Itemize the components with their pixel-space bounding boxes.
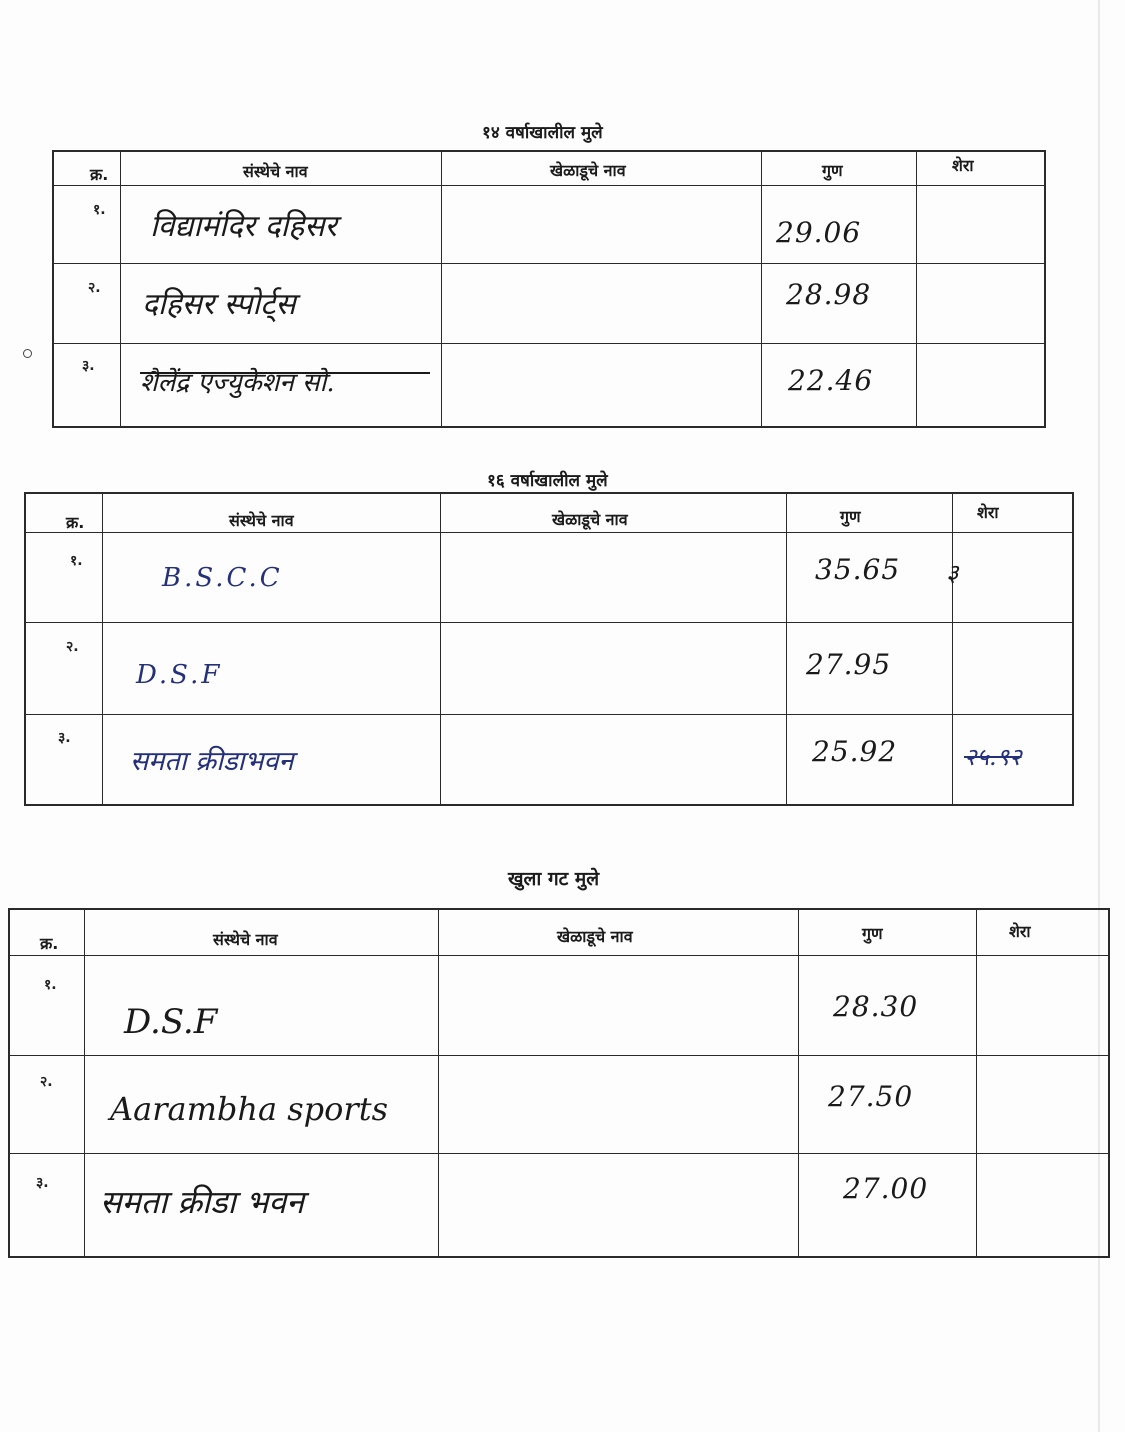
header-player: खेळाडूचे नाव <box>552 510 628 529</box>
margin-hole-mark <box>23 349 32 358</box>
header-score: गुण <box>862 924 883 943</box>
row-serial: ३. <box>36 1175 49 1191</box>
header-serial: क्र. <box>90 165 109 184</box>
institution-name: शैलेंद्र एज्युकेशन सो. <box>140 368 335 398</box>
institution-name: दहिसर स्पोर्ट्स <box>142 287 296 322</box>
institution-name: विद्यामंदिर दहिसर <box>150 209 337 244</box>
section-title-open: खुला गट मुले <box>508 868 600 890</box>
institution-name: समता क्रीडाभवन <box>130 746 294 777</box>
row-serial: २. <box>40 1074 53 1090</box>
header-serial: क्र. <box>66 513 85 532</box>
institution-name: Aarambha sports <box>110 1090 388 1128</box>
institution-name: D.S.F <box>124 1002 218 1042</box>
row-serial: १. <box>44 977 57 993</box>
header-remark: शेरा <box>952 156 974 175</box>
header-institution: संस्थेचे नाव <box>229 511 294 530</box>
header-serial: क्र. <box>40 934 59 953</box>
remark-value: २५.९२ <box>964 743 1022 771</box>
section-title-u16: १६ वर्षाखालील मुले <box>487 471 608 491</box>
header-score: गुण <box>840 507 861 526</box>
score-value: 25.92 <box>812 735 898 768</box>
score-value: 29.06 <box>776 216 862 249</box>
header-player: खेळाडूचे नाव <box>557 927 633 946</box>
row-serial: २. <box>88 280 101 296</box>
header-remark: शेरा <box>977 503 999 522</box>
score-value: 27.95 <box>806 648 892 681</box>
remark-value: ३ <box>946 559 959 587</box>
header-score: गुण <box>822 161 843 180</box>
score-value: 27.50 <box>828 1080 914 1113</box>
score-value: 27.00 <box>843 1172 929 1205</box>
institution-name: समता क्रीडा भवन <box>100 1183 304 1221</box>
institution-name: D.S.F <box>136 660 223 690</box>
score-value: 28.98 <box>786 278 872 311</box>
row-serial: १. <box>93 202 106 218</box>
row-serial: ३. <box>82 358 95 374</box>
score-value: 35.65 <box>815 553 901 586</box>
score-value: 22.46 <box>788 364 874 397</box>
header-remark: शेरा <box>1009 922 1031 941</box>
section-title-u14: १४ वर्षाखालील मुले <box>482 123 603 143</box>
header-institution: संस्थेचे नाव <box>243 162 308 181</box>
row-serial: ३. <box>58 730 71 746</box>
row-serial: १. <box>70 553 83 569</box>
handwritten-underline <box>140 372 430 374</box>
row-serial: २. <box>66 639 79 655</box>
header-player: खेळाडूचे नाव <box>550 161 626 180</box>
institution-name: B.S.C.C <box>162 563 283 593</box>
score-value: 28.30 <box>833 990 919 1023</box>
header-institution: संस्थेचे नाव <box>213 930 278 949</box>
